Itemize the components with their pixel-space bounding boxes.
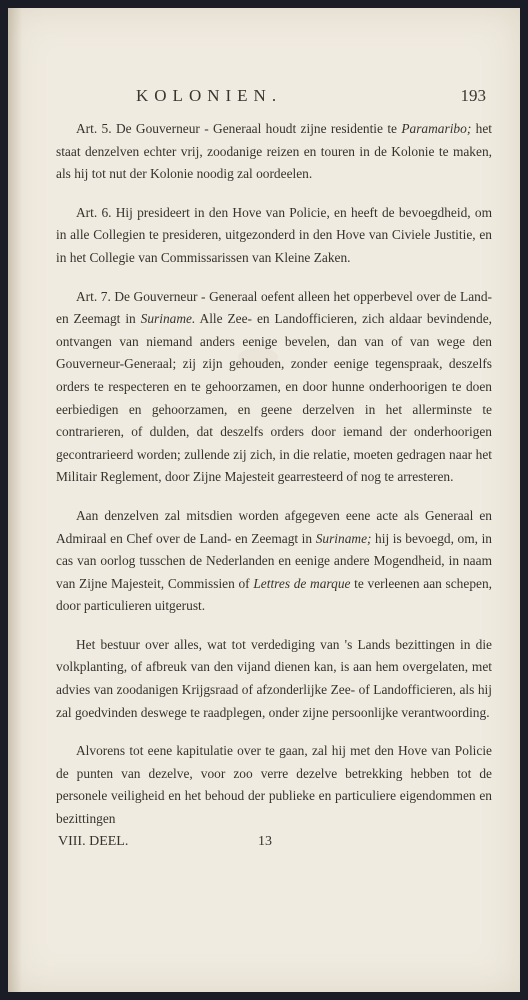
gutter-shadow (8, 8, 22, 992)
signature-mark (58, 834, 128, 850)
running-head (8, 86, 520, 110)
page-number: 193 (460, 86, 486, 105)
paragraph-bestuur (56, 634, 492, 724)
italic-text: Paramaribo; (401, 121, 472, 136)
italic-text: Suriname. (140, 311, 196, 327)
signature-line (58, 834, 498, 854)
body-text (56, 118, 492, 831)
text-run: Art. 7. De Gouverneur - Generaal oefent alleen het opperbevel over de Land- en Zeemagt in (56, 288, 492, 327)
paragraph-acte (56, 505, 492, 618)
paragraph-art-5 (56, 118, 492, 186)
text-run: te verleenen aan schepen, door particulieren uitgerust. (56, 575, 493, 614)
paragraph-kapitulatie (56, 740, 492, 830)
paragraph-art-6 (56, 202, 492, 270)
text-run: Art. 5. De Gouverneur - Generaal houdt zijne residentie te (76, 121, 402, 136)
signature-number: 13 (258, 834, 272, 849)
paragraph-art-7 (56, 286, 492, 489)
italic-text: Suriname; (315, 530, 372, 546)
text-run: het staat denzelven echter vrij, zoodanige reizen en touren in de Kolonie te maken, als hij tot nut der Kolonie noodig zal oordeelen. (56, 121, 492, 182)
signature-mark-text: VIII. DEEL. (58, 834, 129, 849)
book-page (8, 8, 520, 992)
running-title: KOLONIEN. (136, 86, 283, 105)
italic-text: Lettres de marque (253, 575, 351, 591)
text-run: Alvorens tot eene kapitulatie over te gaan, zal hij met den Hove van Policie de punten van dezelve, voor zoo verre dezelve betrekking hebben tot de personele veiligheid en het behoud der publieke en particuliere eigendommen en bezittingen (56, 743, 492, 827)
text-run: Aan denzelven zal mitsdien worden afgegeven eene acte als Generaal en Admiraal en Chef over de Land- en Zeemagt in (56, 507, 492, 546)
text-run: hij is bevoegd, om, in cas van oorlog tusschen de Nederlanden en eenige andere Mogendheid, in naam van Zijne Majesteit, Commissien of (56, 530, 492, 591)
text-run: Het bestuur over alles, wat tot verdediging van 's Lands bezittingen in die volkplanting, of afbreuk van den vijand dienen kan, is aan hem overgelaten, met advies van zoodanigen Krijgsraad of afzonderlijke Zee- of Landofficieren, als hij zal goedvinden deswege te raadplegen, onder zijne persoonlijke verantwoording. (56, 636, 492, 720)
text-run: Alle Zee- en Landofficieren, zich aldaar bevindende, ontvangen van niemand anders eenige bevelen, dan van of van wege den Gouverneur-Generaal; zij zijn gehouden, zonder eenige tegenspraak, deszelfs orders te respecteren en te gehoorzamen, en door hunne onderhoorigen te doen eerbiedigen en gehoorzamen, en geene derzelven in het allerminste te contrarieren, of dulden, dat deszelfs orders door iemand der onderhoorigen gecontrarieerd worden; zullende zij zich, in die relatie, moeten gedragen naar het Militair Reglement, door Zijne Majesteit gearresteerd of nog te arresteren. (56, 311, 492, 485)
text-run: Art. 6. Hij presideert in den Hove van Policie, en heeft de bevoegdheid, om in alle Collegien te presideren, uitgezonderd in den Hove van Civiele Justitie, en in het Collegie van Commissarissen van Kleine Zaken. (56, 204, 492, 265)
